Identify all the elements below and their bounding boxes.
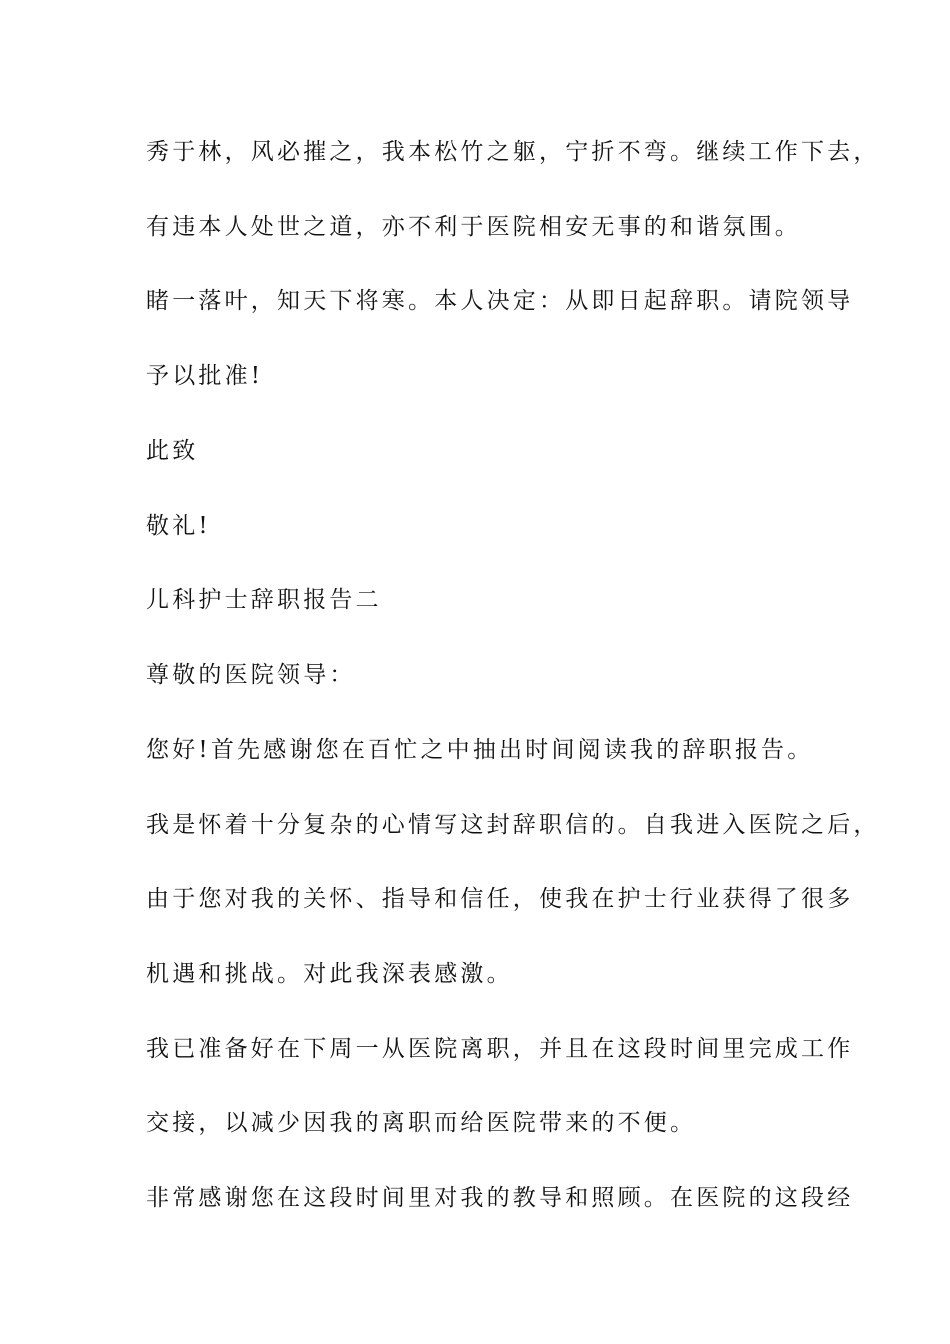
text-line: 我已准备好在下周一从医院离职，并且在这段时间里完成工作 bbox=[146, 1036, 854, 1062]
text-line: 睹一落叶，知天下将寒。本人决定：从即日起辞职。请院领导 bbox=[146, 288, 854, 314]
text-line: 机遇和挑战。对此我深表感激。 bbox=[146, 961, 513, 987]
text-line: 有违本人处世之道，亦不利于医院相安无事的和谐氛围。 bbox=[146, 214, 801, 240]
text-line: 秀于林，风必摧之，我本松竹之躯，宁折不弯。继续工作下去， bbox=[146, 139, 880, 165]
salutation-regards: 敬礼! bbox=[146, 513, 211, 539]
salutation-closing: 此致 bbox=[146, 438, 199, 464]
text-line: 由于您对我的关怀、指导和信任，使我在护士行业获得了很多 bbox=[146, 886, 854, 912]
text-line: 我是怀着十分复杂的心情写这封辞职信的。自我进入医院之后， bbox=[146, 812, 880, 838]
text-line: 交接，以减少因我的离职而给医院带来的不便。 bbox=[146, 1110, 697, 1136]
text-line: 非常感谢您在这段时间里对我的教导和照顾。在医院的这段经 bbox=[146, 1185, 854, 1211]
text-line: 予以批准! bbox=[146, 363, 264, 389]
section-title: 儿科护士辞职报告二 bbox=[146, 587, 382, 613]
text-line: 您好!首先感谢您在百忙之中抽出时间阅读我的辞职报告。 bbox=[146, 737, 814, 763]
greeting: 尊敬的医院领导： bbox=[146, 662, 356, 688]
